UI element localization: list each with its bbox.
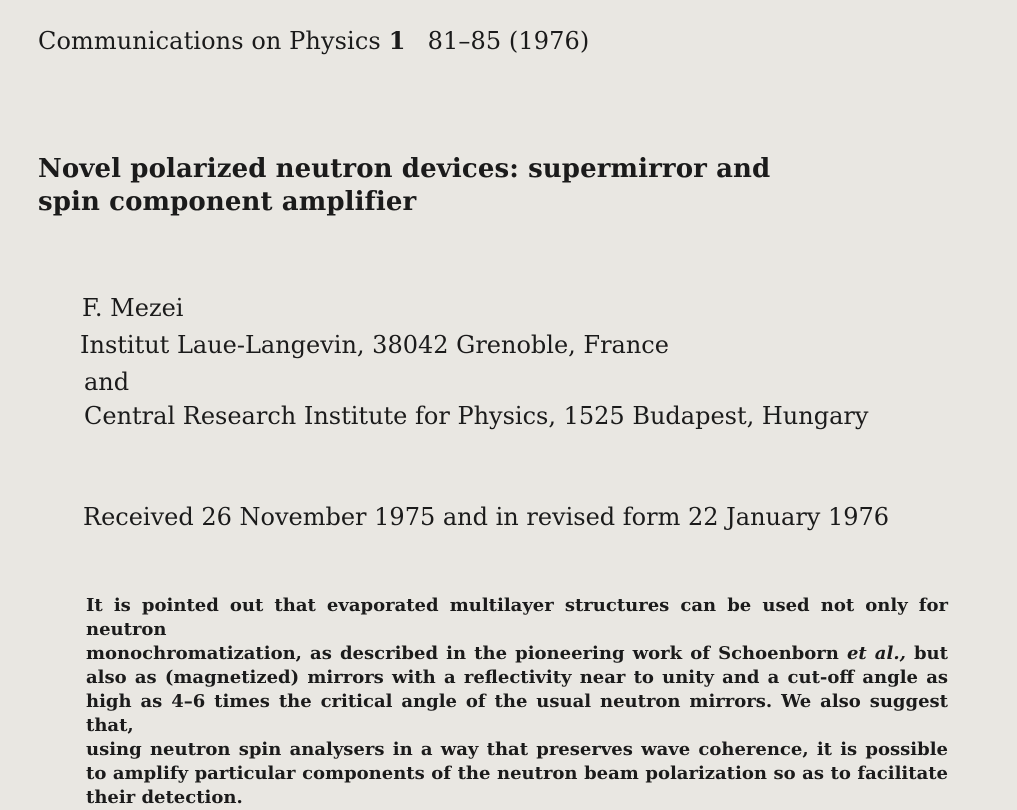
received-dates: Received 26 November 1975 and in revised form 22 January 1976 bbox=[83, 503, 890, 531]
abstract-line-2-text: monochromatization, as described in the pioneering work of Schoenborn bbox=[86, 643, 839, 664]
journal-volume: 1 bbox=[388, 26, 406, 55]
paper-title bbox=[38, 153, 818, 219]
affiliation-conjunction: and bbox=[84, 368, 130, 396]
journal-citation bbox=[38, 26, 589, 55]
journal-pages-year: 81–85 (1976) bbox=[427, 27, 590, 55]
abstract-line-2-tail: but bbox=[913, 643, 948, 664]
abstract bbox=[86, 594, 948, 810]
journal-name: Communications on Physics bbox=[38, 27, 381, 55]
abstract-line-2 bbox=[86, 642, 948, 666]
abstract-line-6: to amplify particular components of the neutron beam polarization so as to facilitate bbox=[86, 763, 948, 784]
paper-title-line-2: spin component amplifier bbox=[38, 187, 417, 217]
abstract-line-4: high as 4–6 times the critical angle of the usual neutron mirrors. We also suggest that, bbox=[86, 691, 948, 736]
affiliation-1: Institut Laue-Langevin, 38042 Grenoble, France bbox=[80, 331, 669, 359]
abstract-line-7: their detection. bbox=[86, 787, 243, 808]
affiliation-2: Central Research Institute for Physics, 1525 Budapest, Hungary bbox=[84, 402, 869, 430]
abstract-line-1: It is pointed out that evaporated multilayer structures can be used not only for neutron bbox=[86, 595, 948, 640]
abstract-line-5: using neutron spin analysers in a way that preserves wave coherence, it is possible bbox=[86, 739, 948, 760]
author-name: F. Mezei bbox=[82, 294, 184, 322]
paper-title-line-1: Novel polarized neutron devices: supermirror and bbox=[38, 154, 771, 184]
abstract-line-3: also as (magnetized) mirrors with a reflectivity near to unity and a cut-off angle as bbox=[86, 667, 948, 688]
abstract-citation-etal: et al., bbox=[846, 643, 906, 664]
